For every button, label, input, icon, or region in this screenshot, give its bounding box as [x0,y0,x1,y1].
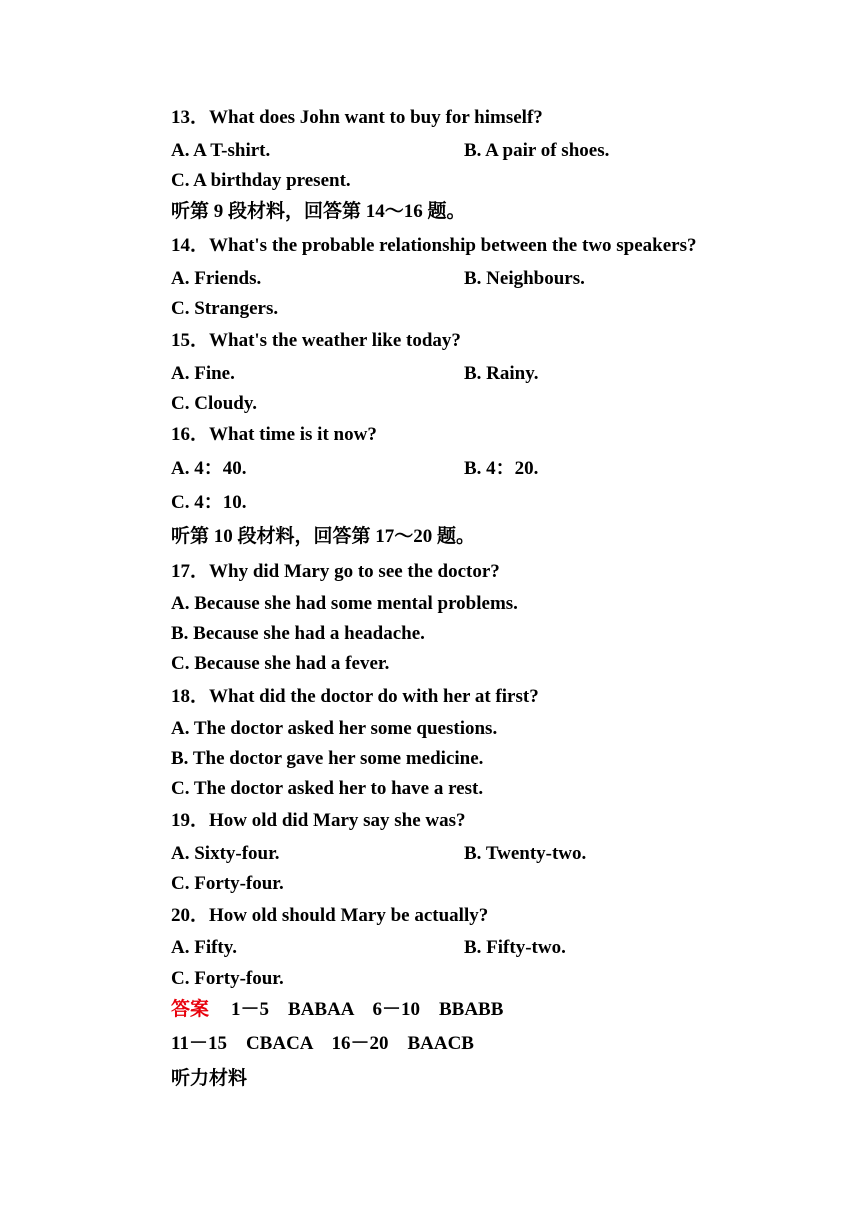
q18-option-c: C. The doctor asked her to have a rest. [171,778,484,799]
q13-option-a: A. A T-shirt. [171,140,271,161]
question-19: 19．How old did Mary say she was? [171,810,466,831]
section-9-instruction: 听第 9 段材料，回答第 14～16 题。 [171,201,466,222]
q14-option-c: C. Strangers. [171,298,279,319]
q14-option-b: B. Neighbours. [464,268,585,289]
question-14: 14．What's the probable relationship between the two speakers? [171,235,697,256]
q13-option-c: C. A birthday present. [171,170,351,191]
section-10-instruction: 听第 10 段材料，回答第 17～20 题。 [171,526,476,547]
q13-option-b: B. A pair of shoes. [464,140,610,161]
q16-option-a: A. 4：40. [171,458,247,479]
q17-option-a: A. Because she had some mental problems. [171,593,518,614]
q19-option-a: A. Sixty-four. [171,843,280,864]
q17-option-c: C. Because she had a fever. [171,653,390,674]
listening-material-heading: 听力材料 [171,1068,248,1089]
question-18: 18．What did the doctor do with her at first? [171,686,539,707]
document-page [171,0,811,1216]
q17-option-b: B. Because she had a headache. [171,623,425,644]
q18-option-a: A. The doctor asked her some questions. [171,718,498,739]
answer-key-11-20: 11－15 CBACA 16－20 BAACB [171,1033,474,1054]
question-13: 13．What does John want to buy for himself? [171,107,543,128]
question-20: 20．How old should Mary be actually? [171,905,489,926]
answer-label: 答案 [171,999,210,1020]
question-15: 15．What's the weather like today? [171,330,461,351]
q20-option-a: A. Fifty. [171,937,237,958]
q16-option-b: B. 4：20. [464,458,539,479]
q19-option-c: C. Forty-four. [171,873,284,894]
q14-option-a: A. Friends. [171,268,262,289]
q15-option-c: C. Cloudy. [171,393,258,414]
q18-option-b: B. The doctor gave her some medicine. [171,748,484,769]
q16-option-c: C. 4：10. [171,492,247,513]
question-16: 16．What time is it now? [171,424,377,445]
answer-line-2 [171,1032,474,1056]
q15-option-a: A. Fine. [171,363,235,384]
q19-option-b: B. Twenty-two. [464,843,587,864]
question-17: 17．Why did Mary go to see the doctor? [171,561,500,582]
q20-option-b: B. Fifty-two. [464,937,566,958]
q15-option-b: B. Rainy. [464,363,539,384]
q20-option-c: C. Forty-four. [171,968,284,989]
answer-key-1-10: 1－5 BABAA 6－10 BBABB [231,999,504,1020]
answer-line-1 [171,998,503,1022]
